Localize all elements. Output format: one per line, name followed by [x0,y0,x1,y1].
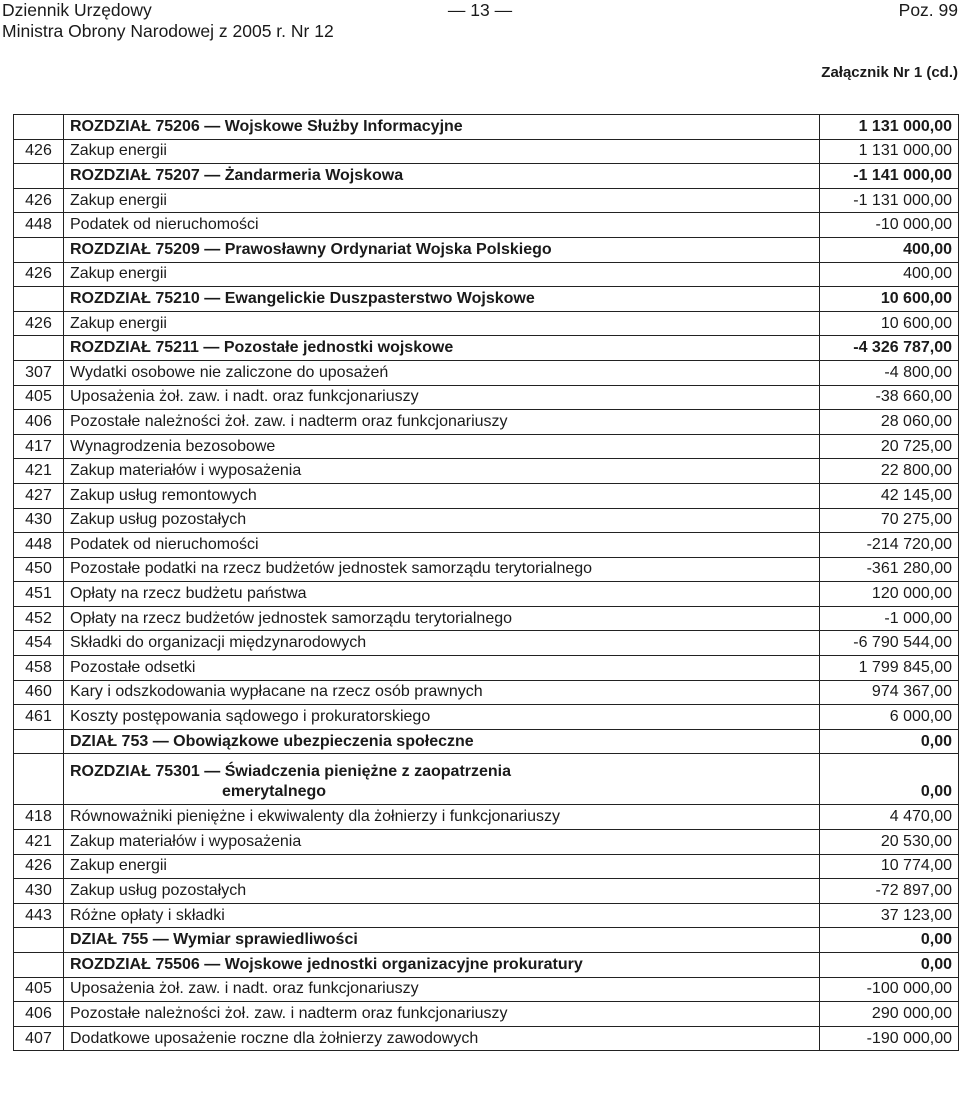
table-row [14,360,959,385]
item-description: ROZDZIAŁ 75206 — Wojskowe Służby Informacyjne [64,115,820,140]
table-row [14,1026,959,1051]
amount: -10 000,00 [820,213,959,238]
page-number: — 13 — [447,0,513,20]
table-row [14,262,959,287]
amount: -4 326 787,00 [820,336,959,361]
amount: 70 275,00 [820,508,959,533]
table-row [14,805,959,830]
paragraph-code: 406 [14,410,64,435]
table-row [14,879,959,904]
item-description: ROZDZIAŁ 75506 — Wojskowe jednostki organizacyjne prokuratury [64,953,820,978]
table-row [14,188,959,213]
paragraph-code: 426 [14,262,64,287]
item-description: Pozostałe należności żoł. zaw. i nadterm oraz funkcjonariuszy [64,410,820,435]
item-description: ROZDZIAŁ 75210 — Ewangelickie Duszpasterstwo Wojskowe [64,287,820,312]
paragraph-code: 452 [14,606,64,631]
table-row [14,213,959,238]
amount: -361 280,00 [820,557,959,582]
item-description: Uposażenia żoł. zaw. i nadt. oraz funkcjonariuszy [64,385,820,410]
amount: 120 000,00 [820,582,959,607]
budget-table-body [14,115,959,1051]
table-row [14,557,959,582]
item-description: Kary i odszkodowania wypłacane na rzecz osób prawnych [64,680,820,705]
item-description: Podatek od nieruchomości [64,533,820,558]
section-header-row [14,336,959,361]
item-description: ROZDZIAŁ 75207 — Żandarmeria Wojskowa [64,164,820,189]
paragraph-code [14,754,64,805]
item-description: Uposażenia żoł. zaw. i nadt. oraz funkcjonariuszy [64,977,820,1002]
paragraph-code: 451 [14,582,64,607]
item-description: Pozostałe odsetki [64,656,820,681]
paragraph-code: 405 [14,385,64,410]
amount: 20 530,00 [820,830,959,855]
paragraph-code: 430 [14,508,64,533]
paragraph-code [14,237,64,262]
table-row [14,311,959,336]
amount: -190 000,00 [820,1026,959,1051]
paragraph-code: 427 [14,483,64,508]
paragraph-code: 460 [14,680,64,705]
amount: 4 470,00 [820,805,959,830]
table-row [14,459,959,484]
item-description: Pozostałe należności żoł. zaw. i nadterm oraz funkcjonariuszy [64,1002,820,1027]
paragraph-code: 421 [14,459,64,484]
amount: 10 774,00 [820,854,959,879]
table-row [14,533,959,558]
amount: 974 367,00 [820,680,959,705]
paragraph-code: 430 [14,879,64,904]
paragraph-code [14,115,64,140]
paragraph-code [14,287,64,312]
table-row [14,705,959,730]
item-description: Pozostałe podatki na rzecz budżetów jednostek samorządu terytorialnego [64,557,820,582]
table-row [14,854,959,879]
paragraph-code: 454 [14,631,64,656]
table-row [14,656,959,681]
item-description: DZIAŁ 755 — Wymiar sprawiedliwości [64,928,820,953]
item-description: Zakup usług remontowych [64,483,820,508]
paragraph-code: 417 [14,434,64,459]
amount: 42 145,00 [820,483,959,508]
table-row [14,434,959,459]
item-description: Zakup materiałów i wyposażenia [64,830,820,855]
amount: -4 800,00 [820,360,959,385]
item-description: Zakup energii [64,188,820,213]
table-row [14,1002,959,1027]
section-header-row [14,928,959,953]
amount: 0,00 [820,729,959,754]
amount: 22 800,00 [820,459,959,484]
table-row [14,977,959,1002]
amount: -1 131 000,00 [820,188,959,213]
table-row [14,410,959,435]
item-description: ROZDZIAŁ 75209 — Prawosławny Ordynariat Wojska Polskiego [64,237,820,262]
amount: 1 799 845,00 [820,656,959,681]
paragraph-code: 405 [14,977,64,1002]
ministry-line: Ministra Obrony Narodowej z 2005 r. Nr 12 [2,21,334,41]
paragraph-code: 461 [14,705,64,730]
amount: 0,00 [820,928,959,953]
item-description: Różne opłaty i składki [64,903,820,928]
table-row [14,903,959,928]
section-header-row [14,237,959,262]
amount: 10 600,00 [820,311,959,336]
amount: 0,00 [820,953,959,978]
table-row [14,582,959,607]
amount: 10 600,00 [820,287,959,312]
item-description: Zakup materiałów i wyposażenia [64,459,820,484]
amount: 20 725,00 [820,434,959,459]
item-description: Zakup energii [64,139,820,164]
paragraph-code [14,953,64,978]
table-row [14,680,959,705]
item-description: Zakup energii [64,262,820,287]
item-description-line1: ROZDZIAŁ 75301 — Świadczenia pieniężne z zaopatrzenia [70,763,512,781]
annex-label: Załącznik Nr 1 (cd.) [821,64,958,81]
item-description: ROZDZIAŁ 75211 — Pozostałe jednostki wojskowe [64,336,820,361]
amount: 400,00 [820,262,959,287]
section-header-row [14,287,959,312]
section-header-row [14,953,959,978]
paragraph-code: 307 [14,360,64,385]
amount: 400,00 [820,237,959,262]
section-header-row [14,729,959,754]
amount: -1 141 000,00 [820,164,959,189]
paragraph-code: 406 [14,1002,64,1027]
paragraph-code: 426 [14,139,64,164]
amount: 37 123,00 [820,903,959,928]
table-row [14,631,959,656]
item-description: Zakup usług pozostałych [64,879,820,904]
amount: 1 131 000,00 [820,139,959,164]
paragraph-code: 421 [14,830,64,855]
paragraph-code: 426 [14,854,64,879]
item-description: Zakup energii [64,311,820,336]
amount: 1 131 000,00 [820,115,959,140]
paragraph-code: 426 [14,188,64,213]
table-row [14,606,959,631]
paragraph-code: 458 [14,656,64,681]
paragraph-code: 418 [14,805,64,830]
paragraph-code: 443 [14,903,64,928]
item-description-line2: emerytalnego [222,783,327,801]
item-description: Zakup usług pozostałych [64,508,820,533]
table-row [14,483,959,508]
table-row [14,508,959,533]
section-header-row [14,164,959,189]
paragraph-code: 448 [14,533,64,558]
amount: 290 000,00 [820,1002,959,1027]
amount: -6 790 544,00 [820,631,959,656]
position-number: Poz. 99 [898,0,958,20]
item-description: Zakup energii [64,854,820,879]
item-description: Podatek od nieruchomości [64,213,820,238]
item-description: Opłaty na rzecz budżetu państwa [64,582,820,607]
item-description: Koszty postępowania sądowego i prokuratorskiego [64,705,820,730]
section-header-row [14,754,959,805]
amount: 28 060,00 [820,410,959,435]
paragraph-code: 450 [14,557,64,582]
item-description: Wydatki osobowe nie zaliczone do uposażeń [64,360,820,385]
amount: -1 000,00 [820,606,959,631]
item-description: DZIAŁ 753 — Obowiązkowe ubezpieczenia społeczne [64,729,820,754]
item-description [64,754,820,805]
section-header-row [14,115,959,140]
paragraph-code [14,729,64,754]
item-description: Składki do organizacji międzynarodowych [64,631,820,656]
item-description: Wynagrodzenia bezosobowe [64,434,820,459]
amount: 0,00 [820,754,959,805]
table-row [14,385,959,410]
budget-table [13,114,959,1051]
item-description: Dodatkowe uposażenie roczne dla żołnierzy zawodowych [64,1026,820,1051]
amount: -72 897,00 [820,879,959,904]
paragraph-code [14,336,64,361]
journal-title: Dziennik Urzędowy [2,0,152,20]
paragraph-code [14,928,64,953]
paragraph-code: 426 [14,311,64,336]
table-row [14,139,959,164]
amount: 6 000,00 [820,705,959,730]
paragraph-code: 448 [14,213,64,238]
item-description: Równoważniki pieniężne i ekwiwalenty dla żołnierzy i funkcjonariuszy [64,805,820,830]
table-row [14,830,959,855]
page-header [0,0,960,46]
amount: -38 660,00 [820,385,959,410]
item-description: Opłaty na rzecz budżetów jednostek samorządu terytorialnego [64,606,820,631]
paragraph-code [14,164,64,189]
amount: -214 720,00 [820,533,959,558]
paragraph-code: 407 [14,1026,64,1051]
amount: -100 000,00 [820,977,959,1002]
